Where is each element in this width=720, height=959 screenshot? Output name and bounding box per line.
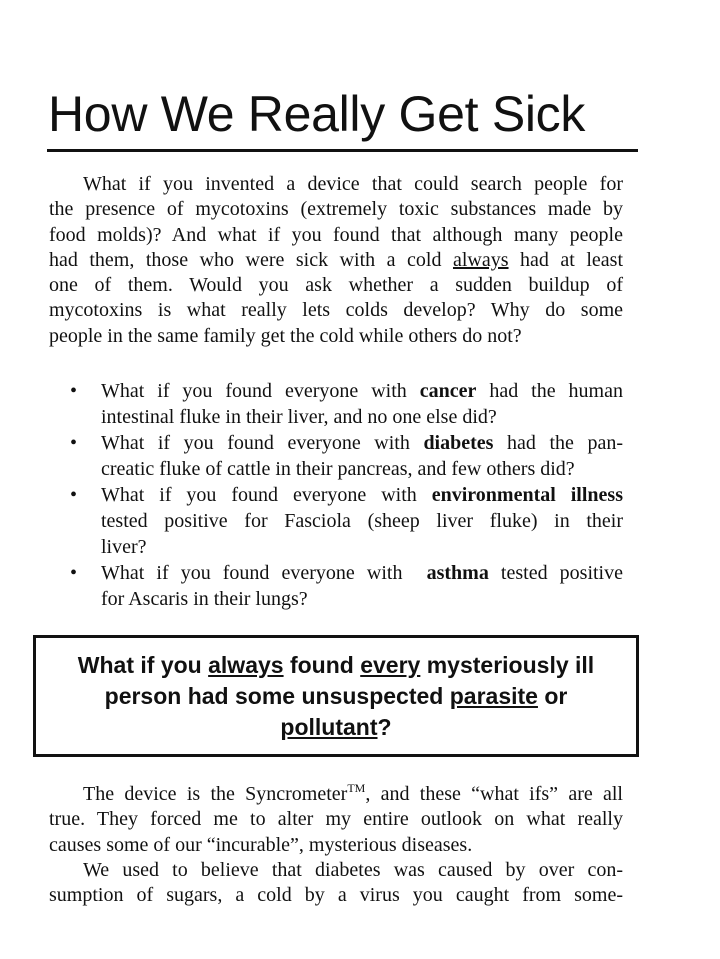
title-rule [47,149,638,152]
text-line: one of them. Would you ask whether a sudden buildup of [49,274,623,297]
list-item: • What if you found everyone with cancer had the human intestinal fluke in their liver, and no one else did? [70,380,623,428]
text-line: The device is the Syncrometer™, and these “what ifs” are all [83,781,623,805]
text-line: had them, those who were sick with a cold always had at least [49,248,623,271]
text-line: mycotoxins is what really lets colds develop? Why do some [49,299,623,322]
text-line: What if you invented a device that could search people for [83,173,623,195]
bullet-icon: • [70,562,78,584]
callout-line: person had some unsuspected parasite or [104,682,568,709]
text-line: food molds)? And what if you found that although many people [49,223,623,246]
page-title: How We Really Get Sick [48,86,586,142]
text-line: people in the same family get the cold while others do not? [49,324,522,347]
callout-line: What if you always found every mysteriously ill [77,651,595,678]
text-line: We used to believe that diabetes was caused by over con- [83,858,623,881]
text-line: the presence of mycotoxins (extremely toxic substances made by [49,198,623,221]
text-line: true. They forced me to alter my entire outlook on what really [49,808,623,831]
list-item: • What if you found everyone with diabetes had the pan- creatic fluke of cattle in their pancreas, and few others did? [70,432,623,480]
list-item: • What if you found everyone with asthma tested positive for Ascaris in their lungs? [70,562,623,610]
question-list [70,378,623,612]
closing-paragraph [49,782,623,908]
text-line: sumption of sugars, a cold by a virus you caught from some- [49,884,623,907]
bullet-icon: • [70,432,78,454]
bullet-icon: • [70,380,78,402]
keyword-cancer: cancer [419,380,477,402]
trademark-mark: TM [347,781,366,795]
callout-line: pollutant? [280,713,392,740]
text-line: causes some of our “incurable”, mysterious diseases. [49,833,473,856]
emphasis-always: always [452,248,509,271]
keyword-environmental-illness: environmental illness [431,484,623,506]
callout-box [33,635,639,757]
intro-paragraph [49,172,623,349]
keyword-asthma: asthma [426,562,489,584]
keyword-diabetes: diabetes [423,432,494,454]
bullet-icon: • [70,484,78,506]
list-item: • What if you found everyone with environmental illness tested positive for Fasciola (sheep liver fluke) in their liver? [70,484,623,558]
